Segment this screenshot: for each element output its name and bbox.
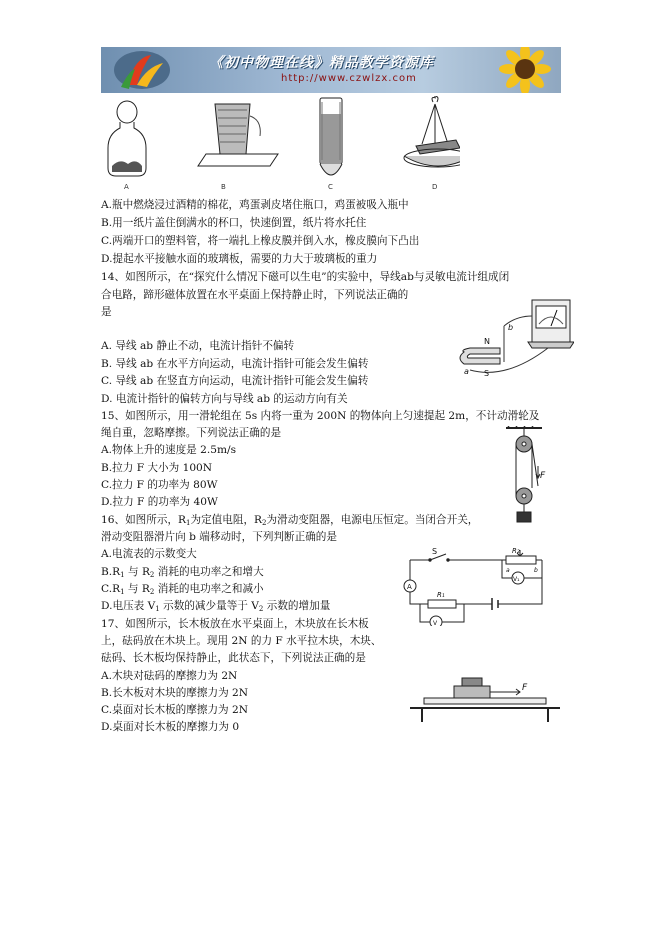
q16-option-c (101, 582, 264, 599)
q16-stem-part: 16、如图所示，R (101, 514, 187, 526)
q15-stem-line-2: 绳自重，忽略摩擦。下列说法正确的是 (101, 427, 282, 439)
wire-b-label: b (508, 323, 514, 332)
q16-option-part: D.电压表 V (101, 600, 156, 612)
circuit-figure (402, 546, 558, 626)
q16-option-sub: 1 (155, 605, 160, 613)
q15-option-a: A.物体上升的速度是 2.5m/s (101, 444, 237, 456)
wire-a-label: a (464, 367, 469, 376)
q16-option-part: 消耗的电功率之和减小 (154, 583, 264, 595)
q16-option-part: 示数的减少量等于 V (159, 600, 259, 612)
q14-option-d: D. 电流计指针的偏转方向与导线 ab 的运动方向有关 (101, 393, 348, 405)
q14-option-a: A. 导线 ab 静止不动，电流计指针不偏转 (101, 340, 295, 352)
q13-option-b: B.用一纸片盖住倒满水的杯口，快速倒置，纸片将水托住 (101, 217, 367, 229)
q15-stem-line-1: 15、如图所示，用一滑轮组在 5s 内将一重为 200N 的物体向上匀速提起 2m，不计动滑轮及 (101, 410, 540, 422)
pulley-force-label: F (540, 471, 546, 481)
figure-label-a: A (124, 183, 129, 191)
q16-option-sub: 1 (120, 571, 125, 579)
board-block-figure (410, 672, 560, 722)
q16-stem-sub: 2 (262, 519, 267, 527)
switch-label: S (432, 547, 438, 556)
q17-option-c: C.桌面对长木板的摩擦力为 2N (101, 704, 249, 716)
q14-option-c: C. 导线 ab 在竖直方向运动，电流计指针可能会发生偏转 (101, 375, 369, 387)
q16-stem-sub: 1 (186, 519, 191, 527)
q13-option-d: D.提起水平接触水面的玻璃板，需要的力大于玻璃板的重力 (101, 253, 378, 265)
q13-figures (100, 96, 460, 196)
bottle-egg-figure (108, 101, 146, 176)
q13-option-c: C.两端开口的塑料管，将一端扎上橡皮膜并倒入水，橡皮膜向下凸出 (101, 235, 420, 247)
q16-stem-part: 为定值电阻，R (190, 514, 263, 526)
r1-label: R₁ (437, 591, 445, 599)
q16-option-part: 与 R (124, 583, 150, 595)
q16-stem-line-2: 滑动变阻器滑片向 b 端移动时，下列判断正确的是 (101, 531, 337, 543)
q16-stem-part: 为滑动变阻器，电源电压恒定。当闭合开关， (266, 514, 479, 526)
q16-option-part: 与 R (124, 566, 150, 578)
q16-option-sub: 2 (149, 588, 155, 596)
q16-option-part: 示数的增加量 (263, 600, 331, 612)
tube-membrane-figure (320, 98, 342, 175)
q17-option-a: A.木块对砝码的摩擦力为 2N (101, 670, 238, 682)
q16-option-sub: 1 (120, 588, 125, 596)
q14-stem-line-1: 14、如图所示，在“探究什么情况下磁可以生电”的实验中，导线ab与灵敏电流计组成闭 (101, 271, 510, 283)
q17-stem-line-1: 17、如图所示，长木板放在水平桌面上，木块放在长木板 (101, 618, 369, 630)
q16-option-d (101, 599, 330, 616)
figure-label-c: C (328, 183, 333, 191)
q17-option-b: B.长木板对木块的摩擦力为 2N (101, 687, 249, 699)
ammeter-label: A (407, 583, 412, 591)
q17-stem-line-3: 砝码、长木板均保持静止，此状态下，下列说法正确的是 (101, 652, 366, 664)
banner-logo-icon (107, 47, 177, 93)
magnet-n-label: N (484, 337, 490, 346)
q17-option-d: D.桌面对长木板的摩擦力为 0 (101, 721, 240, 733)
q16-option-part: 消耗的电功率之和增大 (154, 566, 264, 578)
q14-stem-line-2: 合电路，蹄形磁体放置在水平桌面上保持静止时，下列说法正确的 (101, 289, 409, 301)
slider-a-label: a (506, 567, 510, 574)
q16-stem-line-1 (101, 513, 478, 530)
figure-label-b: B (221, 183, 226, 191)
q15-option-d: D.拉力 F 的功率为 40W (101, 496, 218, 508)
header-banner (101, 47, 561, 93)
q17-stem-line-2: 上，砝码放在木块上。现用 2N 的力 F 水平拉木块，木块、 (101, 635, 382, 647)
q16-option-a: A.电流表的示数变大 (101, 548, 197, 560)
q16-option-sub: 2 (258, 605, 264, 613)
banner-url: http://www.czwlzx.com (281, 73, 417, 84)
galvanometer-magnet-figure (456, 296, 574, 384)
q13-option-a: A.瓶中燃烧浸过酒精的棉花，鸡蛋剥皮堵住瓶口，鸡蛋被吸入瓶中 (101, 199, 409, 211)
q16-option-part: B.R (101, 566, 121, 578)
voltmeter-2-label: V (433, 620, 438, 626)
q16-option-b (101, 565, 264, 582)
slider-b-label: b (534, 567, 538, 574)
glass-plate-figure (404, 96, 460, 167)
q14-option-b: B. 导线 ab 在水平方向运动，电流计指针可能会发生偏转 (101, 358, 369, 370)
r2-label: R₂ (512, 547, 520, 555)
board-force-label: F (522, 683, 528, 693)
sunflower-icon (481, 47, 561, 93)
q16-option-part: C.R (101, 583, 121, 595)
q14-stem-line-3: 是 (101, 306, 112, 318)
figure-label-d: D (432, 183, 438, 191)
pulley-figure (504, 426, 548, 526)
magnet-s-label: S (484, 369, 490, 378)
banner-title: 《初中物理在线》精品教学资源库 (209, 55, 434, 71)
q16-option-sub: 2 (149, 571, 155, 579)
voltmeter-1-label: V₁ (513, 576, 520, 583)
cup-paper-figure (198, 104, 278, 166)
q15-option-c: C.拉力 F 的功率为 80W (101, 479, 218, 491)
q15-option-b: B.拉力 F 大小为 100N (101, 462, 213, 474)
